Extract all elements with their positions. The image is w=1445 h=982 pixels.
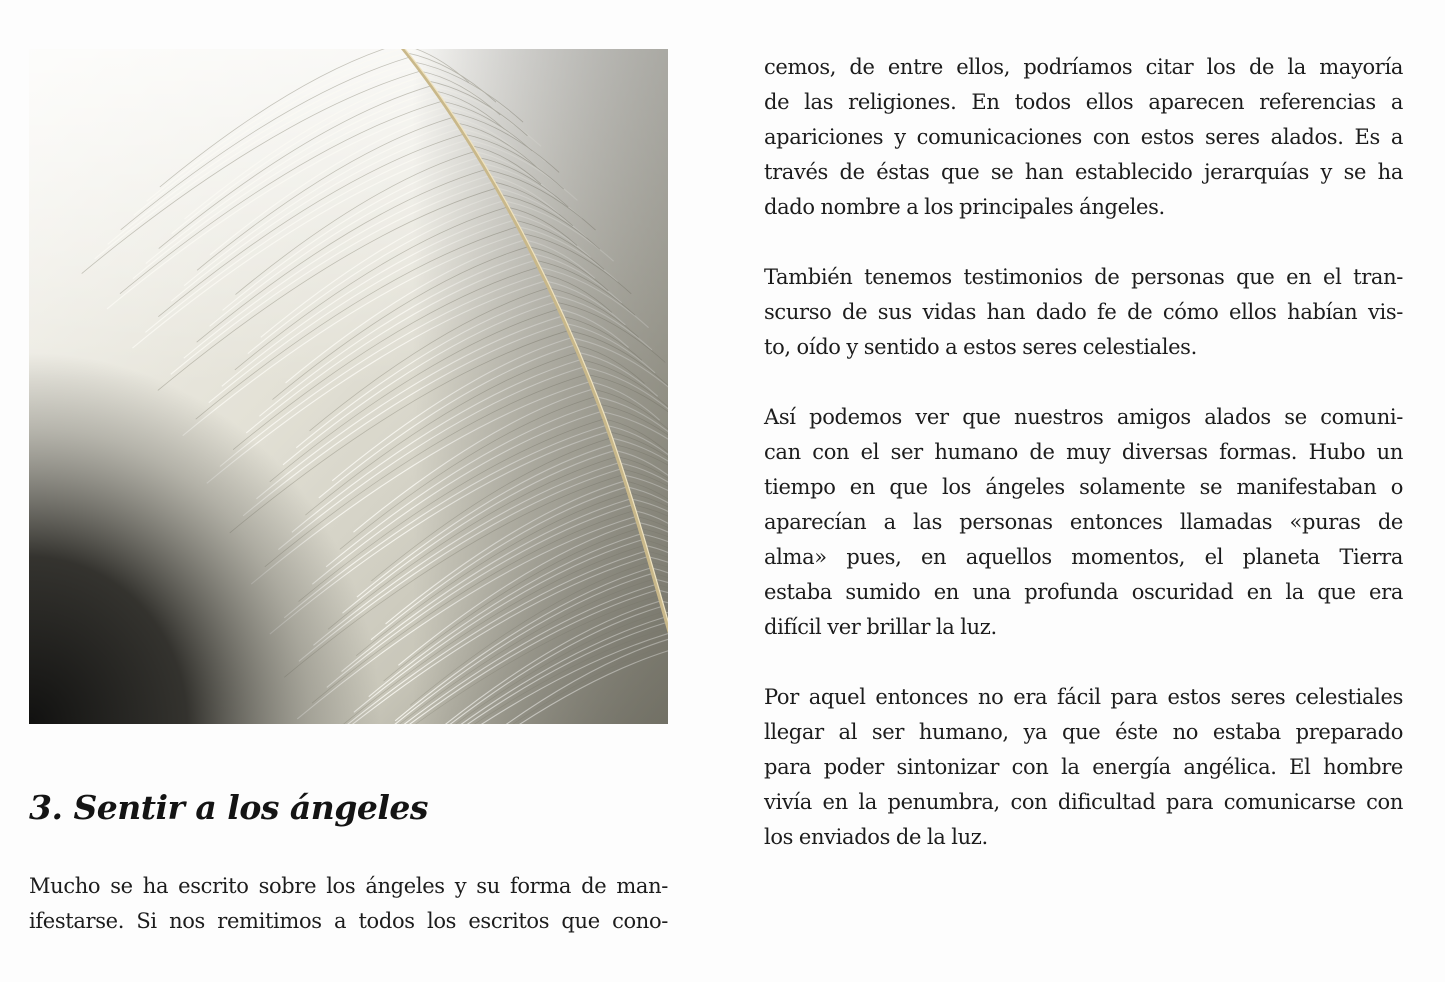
text-line: apariciones y comunicaciones con estos seres alados. Es a — [764, 125, 1403, 149]
text-line: para poder sintonizar con la energía angélica. El hombre — [764, 755, 1403, 779]
feather-photo — [29, 49, 668, 724]
text-line: Por aquel entonces no era fácil para estos seres celestiales — [764, 685, 1403, 709]
text-line: través de éstas que se han establecido jerarquías y se ha — [764, 160, 1403, 184]
text-line: to, oído y sentido a estos seres celestiales. — [764, 335, 1197, 359]
paragraph-communication — [764, 400, 1403, 645]
text-line: ifestarse. Si nos remitimos a todos los escritos que cono- — [29, 909, 668, 933]
text-line: los enviados de la luz. — [764, 825, 988, 849]
text-line: tiempo en que los ángeles solamente se manifestaban o — [764, 475, 1403, 499]
text-line: Así podemos ver que nuestros amigos alados se comuni- — [764, 405, 1403, 429]
chapter-title: 3. Sentir a los ángeles — [29, 788, 428, 827]
text-line: También tenemos testimonios de personas que en el tran- — [764, 265, 1403, 289]
text-line: estaba sumido en una profunda oscuridad en la que era — [764, 580, 1403, 604]
paragraph-intro — [29, 869, 668, 939]
left-paragraph-block — [29, 869, 668, 939]
paragraph-religions — [764, 50, 1403, 225]
left-column — [29, 49, 668, 724]
text-line: alma» pues, en aquellos momentos, el planeta Tierra — [764, 545, 1403, 569]
text-line: dado nombre a los principales ángeles. — [764, 195, 1165, 219]
text-line: aparecían a las personas entonces llamadas «puras de — [764, 510, 1403, 534]
text-line: de las religiones. En todos ellos aparecen referencias a — [764, 90, 1403, 114]
paragraph-testimonies — [764, 260, 1403, 365]
right-column — [764, 50, 1403, 855]
text-line: can con el ser humano de muy diversas formas. Hubo un — [764, 440, 1403, 464]
text-line: difícil ver brillar la luz. — [764, 615, 997, 639]
text-line: scurso de sus vidas han dado fe de cómo ellos habían vis- — [764, 300, 1403, 324]
paragraph-penumbra — [764, 680, 1403, 855]
text-line: vivía en la penumbra, con dificultad para comunicarse con — [764, 790, 1403, 814]
text-line: llegar al ser humano, ya que éste no estaba preparado — [764, 720, 1403, 744]
text-line: Mucho se ha escrito sobre los ángeles y su forma de man- — [29, 874, 668, 898]
text-line: cemos, de entre ellos, podríamos citar los de la mayoría — [764, 55, 1403, 79]
